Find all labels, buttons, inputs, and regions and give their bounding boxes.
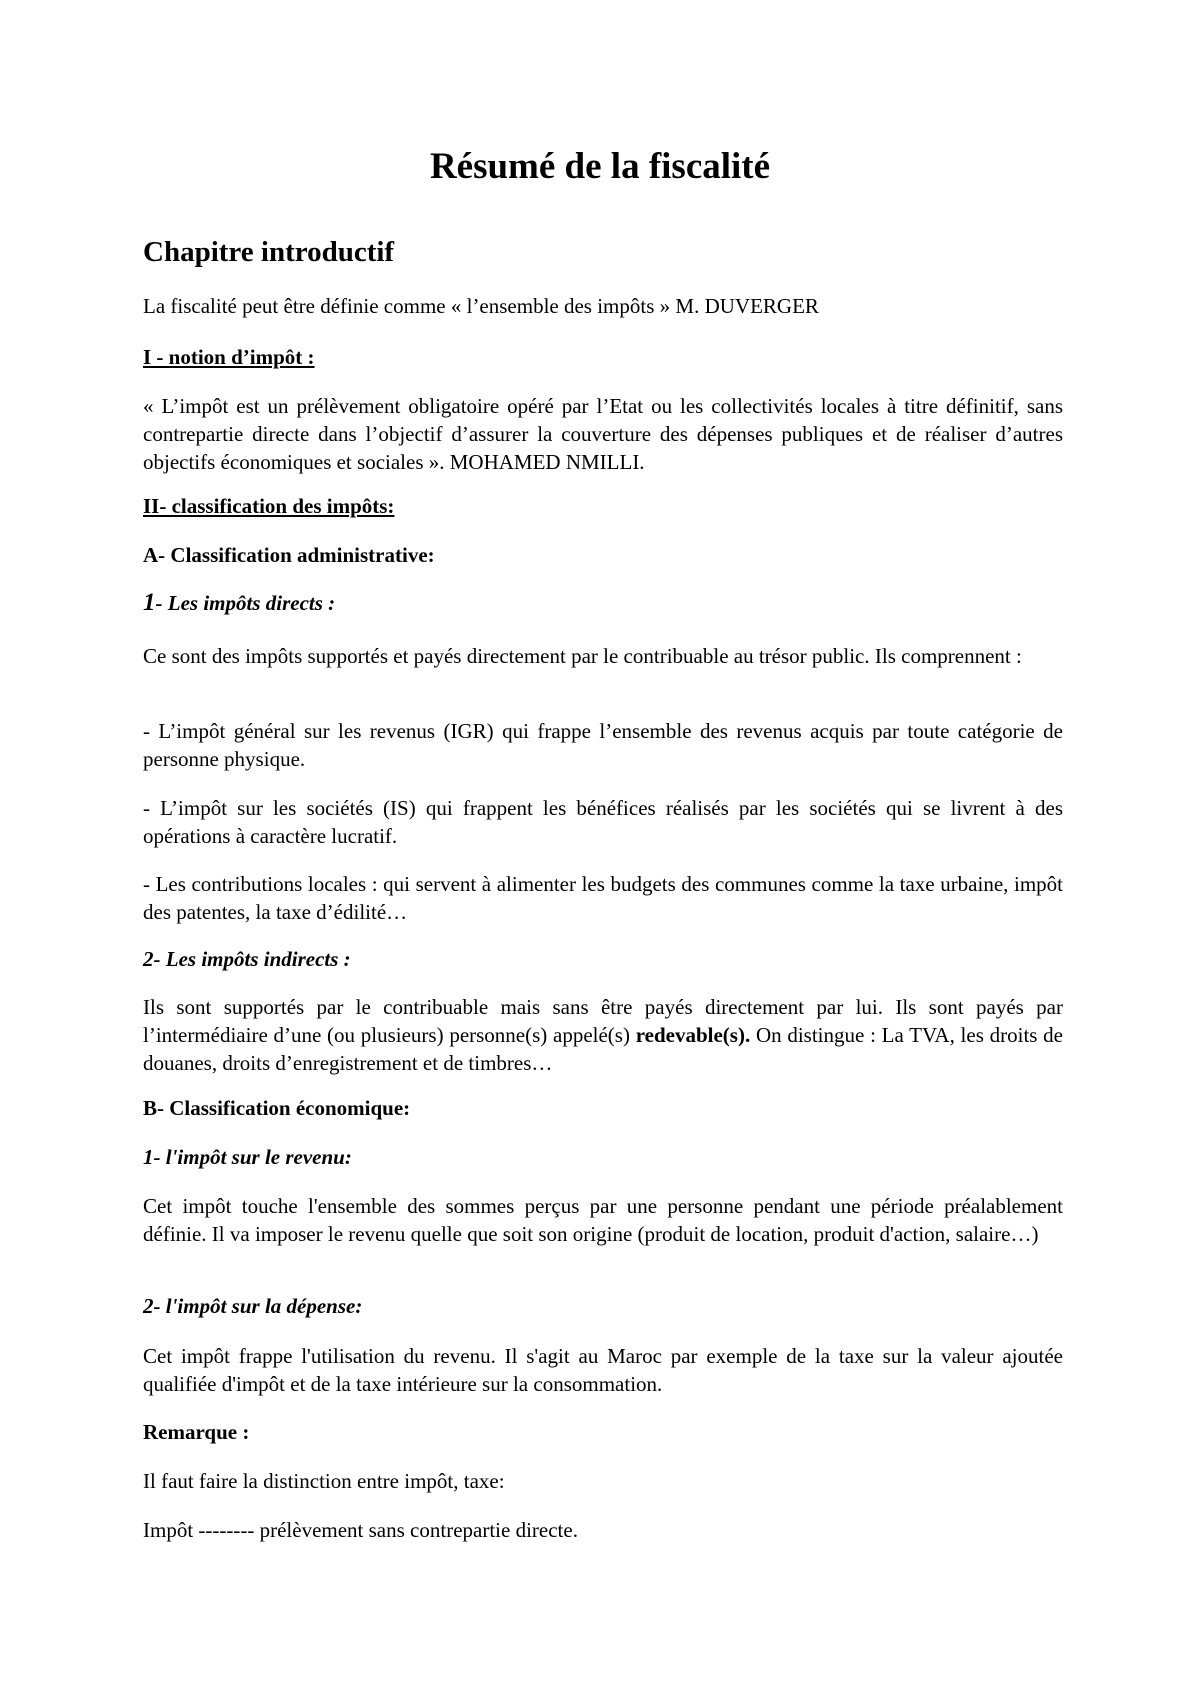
indirect-taxes-heading: 2- Les impôts indirects : [143,947,351,971]
expense-tax-text: Cet impôt frappe l'utilisation du revenu. Il s'agit au Maroc par exemple de la taxe sur la valeur ajoutée qualifiée d'impôt et de la taxe intérieure sur la consommation. [143,1344,1063,1396]
direct-taxes-heading [143,589,1063,617]
direct-taxes-item-igr: - L’impôt général sur les revenus (IGR) qui frappe l’ensemble des revenus acquis par toute catégorie de personne physique. [143,719,1063,771]
revenue-tax-text: Cet impôt touche l'ensemble des sommes perçus par une personne pendant une période préalablement définie. Il va imposer le revenu quelle que soit son origine (produit de location, produit d'action, salaire…) [143,1194,1063,1246]
section2a-heading: A- Classification administrative: [143,543,435,567]
page-title: Résumé de la fiscalité [429,146,771,187]
intro-definition: La fiscalité peut être définie comme « l’ensemble des impôts » M. DUVERGER [143,294,819,318]
remark-line-definition: prélèvement sans contrepartie directe. [254,1518,578,1542]
indirect-text-after: On distingue : La TVA, les droits de douanes, droits d’enregistrement et de timbres… [143,1023,1063,1075]
remark-text: Il faut faire la distinction entre impôt, taxe: [143,1469,505,1493]
remark-line-term: Impôt -------- [143,1518,255,1542]
direct-taxes-intro: Ce sont des impôts supportés et payés directement par le contribuable au trésor public. Ils comprennent : [143,644,1022,668]
section1-quote: « L’impôt est un prélèvement obligatoire opéré par l’Etat ou les collectivités locales à titre définitif, sans contrepartie directe dans l’objectif d’assurer la couverture des dépenses publiques et de réaliser d’autres objectifs économiques et sociales ». MOHAMED NMILLI. [143,394,1063,474]
revenue-tax-heading: 1- l'impôt sur le revenu: [143,1145,352,1169]
direct-taxes-number: 1 [143,589,156,616]
indirect-text-before: Ils sont supportés par le contribuable mais sans être payés directement par lui. Ils sont payés par l’intermédiaire d’une (ou plusieurs) personne(s) appelé(s) [143,995,1063,1047]
indirect-bold-term: redevable(s). [635,1023,751,1047]
direct-taxes-item-is: - L’impôt sur les sociétés (IS) qui frappent les bénéfices réalisés par les sociétés qui se livrent à des opérations à caractère lucratif. [143,796,1063,848]
section2-heading: II- classification des impôts: [143,494,395,518]
expense-tax-heading: 2- l'impôt sur la dépense: [143,1294,363,1318]
direct-taxes-title: - Les impôts directs : [155,591,336,615]
remark-heading: Remarque : [143,1420,250,1444]
chapter-heading: Chapitre introductif [143,236,395,268]
section1-heading: I - notion d’impôt : [143,345,315,369]
remark-definition-line [143,1516,1063,1544]
section2b-heading: B- Classification économique: [143,1096,411,1120]
direct-taxes-item-local: - Les contributions locales : qui servent à alimenter les budgets des communes comme la taxe urbaine, impôt des patentes, la taxe d’édilité… [143,872,1063,924]
indirect-taxes-text [143,993,1063,1077]
